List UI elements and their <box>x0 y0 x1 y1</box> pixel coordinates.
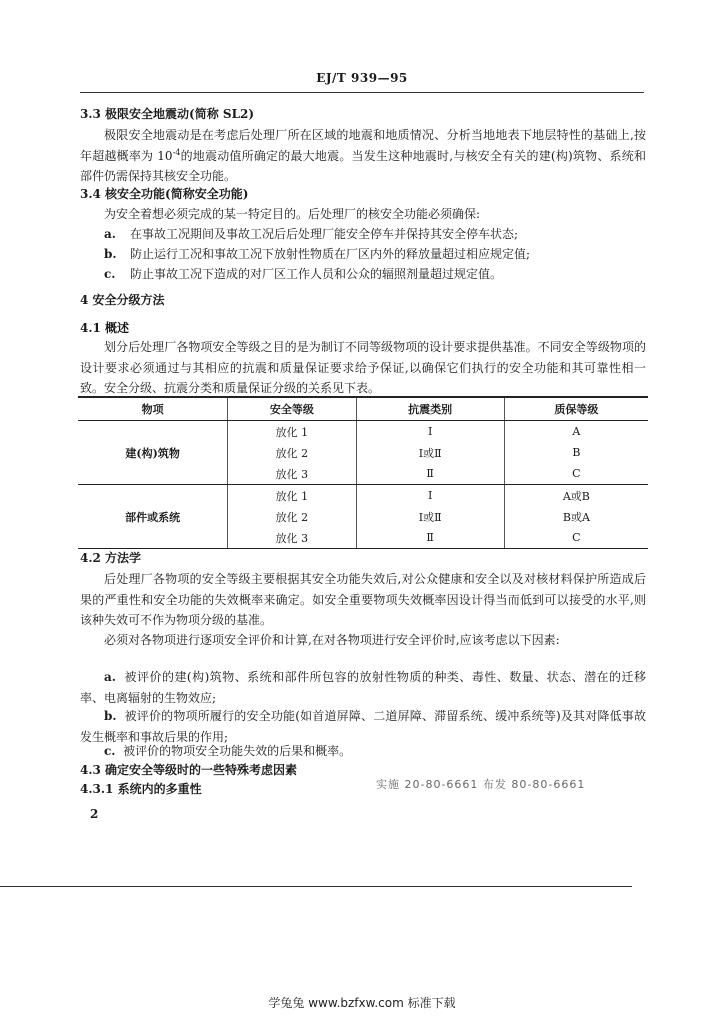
list-item-label: c. <box>104 267 116 281</box>
section-4-1-title: 4.1 概述 <box>80 321 130 335</box>
table-cell: B <box>504 442 648 463</box>
list-item-text: 在事故工况期间及事故工况后后处理厂能安全停车并保持其安全停车状态; <box>130 227 519 241</box>
section-3-3-paragraph <box>80 125 646 187</box>
mirrored-date-stamp: 实施 20-80-6661 布发 80-80-6661 <box>376 778 586 791</box>
section-3-3-text-2: 的地震动值所确定的最大地震。当发生这种地震时,与核安全有关的建(构)筑物、系统和部件仍需保持其核安全功能。 <box>80 148 646 183</box>
list-item-text: 防止运行工况和事故工况下放射性物质在厂区内外的释放量超过相应规定值; <box>130 247 531 261</box>
table-cell: C <box>504 463 648 485</box>
section-4-3-1-title: 4.3.1 系统内的多重性 <box>80 782 202 796</box>
table-cell: 放化 2 <box>228 442 356 463</box>
table-cell: C <box>504 527 648 549</box>
section-3-3-title: 3.3 极限安全地震动(简称 SL2) <box>80 107 255 121</box>
table-header-cell: 物项 <box>78 397 228 421</box>
watermark-footer: 学兔兔 www.bzfxw.com 标准下载 <box>268 996 456 1010</box>
table-cell: 放化 1 <box>228 485 356 507</box>
list-item-text: 被评价的物项所履行的安全功能(如首道屏障、二道屏障、滞留系统、缓冲系统等)及其对降低事故发生概率和事故后果的作用; <box>80 709 646 744</box>
section-4-title: 4 安全分级方法 <box>80 293 165 307</box>
section-4-2-paragraph-2: 必须对各物项进行逐项安全评价和计算,在对各物项进行安全评价时,应该考虑以下因素: <box>104 633 560 647</box>
header-rule <box>80 92 644 93</box>
list-item-label: b. <box>104 709 117 723</box>
table-cell: A或B <box>504 485 648 507</box>
table-cell: Ⅱ <box>356 527 504 549</box>
list-item <box>80 667 646 708</box>
list-item-text: 被评价的物项安全功能失效的后果和概率。 <box>123 744 352 758</box>
list-item-label: b. <box>104 247 117 261</box>
table-cell: I <box>356 421 504 443</box>
table-cell: I或Ⅱ <box>356 506 504 527</box>
section-4-3-title: 4.3 确定安全等级时的一些特殊考虑因素 <box>80 763 298 777</box>
table-header-cell: 安全等级 <box>228 397 356 421</box>
list-item <box>80 741 646 762</box>
table-header-cell: 质保等级 <box>504 397 648 421</box>
list-item-label: c. <box>104 744 116 758</box>
section-4-2-paragraph-1: 后处理厂各物项的安全等级主要根据其安全功能失效后,对公众健康和安全以及对核材料保护所造成后果的严重性和安全功能的失效概率来确定。如安全重要物项失效概率因设计得当而低到可以接受的水平,则该种失效可不作为物项分级的基准。 <box>80 572 646 627</box>
section-3-4-intro: 为安全着想必须完成的某一特定目的。后处理厂的核安全功能必须确保: <box>104 207 481 221</box>
table-cell: I或Ⅱ <box>356 442 504 463</box>
table-header-row <box>78 397 648 421</box>
table-cell: 放化 3 <box>228 527 356 549</box>
list-item-label: a. <box>104 670 116 684</box>
table-cell: I <box>356 485 504 507</box>
table-cell: B或A <box>504 506 648 527</box>
table-cell: 放化 3 <box>228 463 356 485</box>
section-4-2-title: 4.2 方法学 <box>80 551 142 565</box>
page-number: 2 <box>90 807 99 821</box>
safety-class-table <box>78 396 648 549</box>
table-row <box>78 421 648 443</box>
table-cell: 放化 2 <box>228 506 356 527</box>
table-header-cell: 抗震类别 <box>356 397 504 421</box>
table-cell: A <box>504 421 648 443</box>
table-category-cell: 部件或系统 <box>78 485 228 549</box>
list-item-label: a. <box>104 227 116 241</box>
page-header: EJ/T 939—95 <box>316 71 408 85</box>
section-3-4-title: 3.4 核安全功能(简称安全功能) <box>80 187 249 201</box>
table-category-cell: 建(构)筑物 <box>78 421 228 485</box>
section-3-3-text-1: 极限安全地震动是在考虑后处理厂所在区域的地震和地质情况、分析当地地表下地层特性的基础上,按年超越概率为 10 <box>80 128 646 163</box>
table-cell: 放化 1 <box>228 421 356 443</box>
table-cell: Ⅱ <box>356 463 504 485</box>
section-4-1-paragraph: 划分后处理厂各物项安全等级之目的是为制订不同等级物项的设计要求提供基准。不同安全等级物项的设计要求必须通过与其相应的抗震和质量保证要求给予保证,以确保它们执行的安全功能和其可靠性相一致。安全分级、抗震分类和质量保证分级的关系见下表。 <box>80 340 646 395</box>
list-item-text: 防止事故工况下造成的对厂区工作人员和公众的辐照剂量超过规定值。 <box>130 267 503 281</box>
section-3-3-exponent: -4 <box>172 147 181 157</box>
list-item-text: 被评价的建(构)筑物、系统和部件所包容的放射性物质的种类、毒性、数量、状态、潜在的迁移率、电离辐射的生物效应; <box>80 670 646 705</box>
bottom-rule <box>0 886 632 887</box>
table-row <box>78 485 648 507</box>
